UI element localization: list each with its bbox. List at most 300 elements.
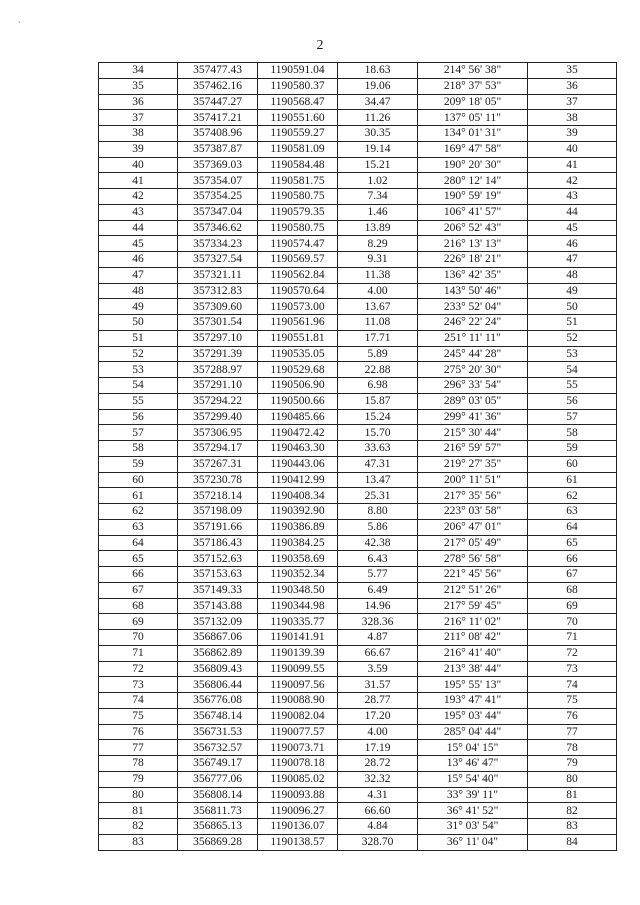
point-from-cell: 68 <box>99 598 178 614</box>
table-row <box>99 724 617 740</box>
table-row <box>99 708 617 724</box>
table-row <box>99 519 617 535</box>
bearing-cell: 216° 11' 02" <box>418 614 528 630</box>
point-to-cell: 52 <box>528 330 617 346</box>
bearing-cell: 216° 41' 40" <box>418 645 528 661</box>
bearing-cell: 251° 11' 11" <box>418 330 528 346</box>
table-row <box>99 819 617 835</box>
distance-cell: 11.08 <box>338 315 418 331</box>
point-to-cell: 75 <box>528 693 617 709</box>
x-coordinate-cell: 356869.28 <box>178 834 258 850</box>
table-row <box>99 110 617 126</box>
x-coordinate-cell: 356862.89 <box>178 645 258 661</box>
distance-cell: 15.21 <box>338 157 418 173</box>
x-coordinate-cell: 357477.43 <box>178 63 258 79</box>
distance-cell: 31.57 <box>338 677 418 693</box>
table-row <box>99 94 617 110</box>
x-coordinate-cell: 357462.16 <box>178 78 258 94</box>
table-row <box>99 63 617 79</box>
distance-cell: 1.02 <box>338 173 418 189</box>
x-coordinate-cell: 357143.88 <box>178 598 258 614</box>
point-from-cell: 65 <box>99 551 178 567</box>
y-coordinate-cell: 1190141.91 <box>258 630 338 646</box>
bearing-cell: 289° 03' 05" <box>418 393 528 409</box>
table-row <box>99 771 617 787</box>
bearing-cell: 278° 56' 58" <box>418 551 528 567</box>
bearing-cell: 36° 41' 52" <box>418 803 528 819</box>
bearing-cell: 218° 37' 53" <box>418 78 528 94</box>
x-coordinate-cell: 357152.63 <box>178 551 258 567</box>
x-coordinate-cell: 356776.08 <box>178 693 258 709</box>
y-coordinate-cell: 1190412.99 <box>258 472 338 488</box>
table-row <box>99 787 617 803</box>
distance-cell: 4.87 <box>338 630 418 646</box>
bearing-cell: 214° 56' 38" <box>418 63 528 79</box>
distance-cell: 28.72 <box>338 756 418 772</box>
y-coordinate-cell: 1190568.47 <box>258 94 338 110</box>
point-to-cell: 46 <box>528 236 617 252</box>
y-coordinate-cell: 1190529.68 <box>258 362 338 378</box>
point-to-cell: 60 <box>528 456 617 472</box>
x-coordinate-cell: 357132.09 <box>178 614 258 630</box>
distance-cell: 34.47 <box>338 94 418 110</box>
table-row <box>99 378 617 394</box>
point-to-cell: 69 <box>528 598 617 614</box>
page-number: 2 <box>316 38 324 53</box>
point-from-cell: 52 <box>99 346 178 362</box>
y-coordinate-cell: 1190093.88 <box>258 787 338 803</box>
point-from-cell: 56 <box>99 409 178 425</box>
bearing-cell: 15° 54' 40" <box>418 771 528 787</box>
y-coordinate-cell: 1190088.90 <box>258 693 338 709</box>
table-row <box>99 157 617 173</box>
y-coordinate-cell: 1190584.48 <box>258 157 338 173</box>
table-row <box>99 330 617 346</box>
table-row <box>99 535 617 551</box>
y-coordinate-cell: 1190562.84 <box>258 267 338 283</box>
table-row <box>99 677 617 693</box>
x-coordinate-cell: 356811.73 <box>178 803 258 819</box>
point-to-cell: 73 <box>528 661 617 677</box>
distance-cell: 7.34 <box>338 189 418 205</box>
point-to-cell: 40 <box>528 141 617 157</box>
table-row <box>99 756 617 772</box>
bearing-cell: 15° 04' 15" <box>418 740 528 756</box>
point-to-cell: 82 <box>528 803 617 819</box>
point-from-cell: 82 <box>99 819 178 835</box>
distance-cell: 42.38 <box>338 535 418 551</box>
bearing-cell: 221° 45' 56" <box>418 567 528 583</box>
y-coordinate-cell: 1190386.89 <box>258 519 338 535</box>
x-coordinate-cell: 357417.21 <box>178 110 258 126</box>
distance-cell: 17.20 <box>338 708 418 724</box>
distance-cell: 66.67 <box>338 645 418 661</box>
bearing-cell: 195° 55' 13" <box>418 677 528 693</box>
distance-cell: 47.31 <box>338 456 418 472</box>
table-row <box>99 488 617 504</box>
distance-cell: 328.36 <box>338 614 418 630</box>
point-from-cell: 49 <box>99 299 178 315</box>
y-coordinate-cell: 1190535.05 <box>258 346 338 362</box>
point-from-cell: 59 <box>99 456 178 472</box>
point-to-cell: 54 <box>528 362 617 378</box>
y-coordinate-cell: 1190581.09 <box>258 141 338 157</box>
y-coordinate-cell: 1190551.81 <box>258 330 338 346</box>
x-coordinate-cell: 357291.10 <box>178 378 258 394</box>
y-coordinate-cell: 1190561.96 <box>258 315 338 331</box>
y-coordinate-cell: 1190574.47 <box>258 236 338 252</box>
bearing-cell: 215° 30' 44" <box>418 425 528 441</box>
distance-cell: 17.71 <box>338 330 418 346</box>
distance-cell: 13.47 <box>338 472 418 488</box>
distance-cell: 1.46 <box>338 204 418 220</box>
point-from-cell: 74 <box>99 693 178 709</box>
point-from-cell: 34 <box>99 63 178 79</box>
table-row <box>99 693 617 709</box>
bearing-cell: 209° 18' 05" <box>418 94 528 110</box>
point-from-cell: 60 <box>99 472 178 488</box>
point-from-cell: 69 <box>99 614 178 630</box>
bearing-cell: 217° 05' 49" <box>418 535 528 551</box>
point-to-cell: 49 <box>528 283 617 299</box>
point-from-cell: 48 <box>99 283 178 299</box>
bearing-cell: 299° 41' 36" <box>418 409 528 425</box>
point-to-cell: 41 <box>528 157 617 173</box>
point-from-cell: 83 <box>99 834 178 850</box>
x-coordinate-cell: 357267.31 <box>178 456 258 472</box>
y-coordinate-cell: 1190335.77 <box>258 614 338 630</box>
point-from-cell: 55 <box>99 393 178 409</box>
distance-cell: 15.70 <box>338 425 418 441</box>
x-coordinate-cell: 357153.63 <box>178 567 258 583</box>
distance-cell: 66.60 <box>338 803 418 819</box>
x-coordinate-cell: 356808.14 <box>178 787 258 803</box>
distance-cell: 15.24 <box>338 409 418 425</box>
point-from-cell: 40 <box>99 157 178 173</box>
bearing-cell: 213° 38' 44" <box>418 661 528 677</box>
y-coordinate-cell: 1190485.66 <box>258 409 338 425</box>
point-from-cell: 54 <box>99 378 178 394</box>
y-coordinate-cell: 1190579.35 <box>258 204 338 220</box>
y-coordinate-cell: 1190073.71 <box>258 740 338 756</box>
point-from-cell: 51 <box>99 330 178 346</box>
bearing-cell: 245° 44' 28" <box>418 346 528 362</box>
point-from-cell: 58 <box>99 441 178 457</box>
y-coordinate-cell: 1190551.60 <box>258 110 338 126</box>
point-to-cell: 66 <box>528 551 617 567</box>
point-from-cell: 35 <box>99 78 178 94</box>
y-coordinate-cell: 1190352.34 <box>258 567 338 583</box>
x-coordinate-cell: 356749.17 <box>178 756 258 772</box>
point-to-cell: 71 <box>528 630 617 646</box>
x-coordinate-cell: 357198.09 <box>178 504 258 520</box>
bearing-cell: 212° 51' 26" <box>418 582 528 598</box>
table-row <box>99 456 617 472</box>
table-row <box>99 740 617 756</box>
distance-cell: 8.29 <box>338 236 418 252</box>
x-coordinate-cell: 357294.22 <box>178 393 258 409</box>
x-coordinate-cell: 356865.13 <box>178 819 258 835</box>
table-row <box>99 614 617 630</box>
table-row <box>99 236 617 252</box>
bearing-cell: 190° 59' 19" <box>418 189 528 205</box>
point-to-cell: 74 <box>528 677 617 693</box>
y-coordinate-cell: 1190573.00 <box>258 299 338 315</box>
distance-cell: 33.63 <box>338 441 418 457</box>
point-to-cell: 64 <box>528 519 617 535</box>
y-coordinate-cell: 1190344.98 <box>258 598 338 614</box>
x-coordinate-cell: 356806.44 <box>178 677 258 693</box>
x-coordinate-cell: 357408.96 <box>178 126 258 142</box>
point-from-cell: 64 <box>99 535 178 551</box>
bearing-cell: 216° 13' 13" <box>418 236 528 252</box>
point-from-cell: 76 <box>99 724 178 740</box>
y-coordinate-cell: 1190506.90 <box>258 378 338 394</box>
point-to-cell: 42 <box>528 173 617 189</box>
table-row <box>99 315 617 331</box>
y-coordinate-cell: 1190139.39 <box>258 645 338 661</box>
x-coordinate-cell: 357306.95 <box>178 425 258 441</box>
point-to-cell: 55 <box>528 378 617 394</box>
table-row <box>99 425 617 441</box>
table-row <box>99 126 617 142</box>
point-from-cell: 72 <box>99 661 178 677</box>
table-row <box>99 141 617 157</box>
point-to-cell: 84 <box>528 834 617 850</box>
point-to-cell: 77 <box>528 724 617 740</box>
bearing-cell: 233° 52' 04" <box>418 299 528 315</box>
point-to-cell: 70 <box>528 614 617 630</box>
point-to-cell: 76 <box>528 708 617 724</box>
distance-cell: 13.89 <box>338 220 418 236</box>
point-to-cell: 39 <box>528 126 617 142</box>
x-coordinate-cell: 357149.33 <box>178 582 258 598</box>
point-from-cell: 53 <box>99 362 178 378</box>
point-to-cell: 37 <box>528 94 617 110</box>
y-coordinate-cell: 1190097.56 <box>258 677 338 693</box>
bearing-cell: 136° 42' 35" <box>418 267 528 283</box>
distance-cell: 11.26 <box>338 110 418 126</box>
x-coordinate-cell: 357321.11 <box>178 267 258 283</box>
distance-cell: 30.35 <box>338 126 418 142</box>
y-coordinate-cell: 1190591.04 <box>258 63 338 79</box>
point-to-cell: 68 <box>528 582 617 598</box>
point-from-cell: 75 <box>99 708 178 724</box>
x-coordinate-cell: 357291.39 <box>178 346 258 362</box>
point-from-cell: 43 <box>99 204 178 220</box>
table-row <box>99 362 617 378</box>
table-row <box>99 567 617 583</box>
point-to-cell: 38 <box>528 110 617 126</box>
y-coordinate-cell: 1190078.18 <box>258 756 338 772</box>
point-from-cell: 66 <box>99 567 178 583</box>
y-coordinate-cell: 1190358.69 <box>258 551 338 567</box>
table-row <box>99 661 617 677</box>
table-row <box>99 803 617 819</box>
point-to-cell: 45 <box>528 220 617 236</box>
point-to-cell: 51 <box>528 315 617 331</box>
bearing-cell: 193° 47' 41" <box>418 693 528 709</box>
distance-cell: 19.14 <box>338 141 418 157</box>
y-coordinate-cell: 1190384.25 <box>258 535 338 551</box>
distance-cell: 25.31 <box>338 488 418 504</box>
point-to-cell: 50 <box>528 299 617 315</box>
distance-cell: 6.49 <box>338 582 418 598</box>
x-coordinate-cell: 357312.83 <box>178 283 258 299</box>
distance-cell: 18.63 <box>338 63 418 79</box>
point-to-cell: 57 <box>528 409 617 425</box>
point-to-cell: 61 <box>528 472 617 488</box>
point-from-cell: 50 <box>99 315 178 331</box>
point-to-cell: 36 <box>528 78 617 94</box>
distance-cell: 6.43 <box>338 551 418 567</box>
bearing-cell: 275° 20' 30" <box>418 362 528 378</box>
point-to-cell: 78 <box>528 740 617 756</box>
point-to-cell: 72 <box>528 645 617 661</box>
point-from-cell: 36 <box>99 94 178 110</box>
bearing-cell: 296° 33' 54" <box>418 378 528 394</box>
bearing-cell: 36° 11' 04" <box>418 834 528 850</box>
scan-mark: ` <box>18 20 21 30</box>
table-row <box>99 393 617 409</box>
point-from-cell: 67 <box>99 582 178 598</box>
table-row <box>99 441 617 457</box>
bearing-cell: 285° 04' 44" <box>418 724 528 740</box>
distance-cell: 22.88 <box>338 362 418 378</box>
x-coordinate-cell: 357288.97 <box>178 362 258 378</box>
bearing-cell: 190° 20' 30" <box>418 157 528 173</box>
x-coordinate-cell: 356809.43 <box>178 661 258 677</box>
point-from-cell: 78 <box>99 756 178 772</box>
point-from-cell: 70 <box>99 630 178 646</box>
distance-cell: 17.19 <box>338 740 418 756</box>
bearing-cell: 280° 12' 14" <box>418 173 528 189</box>
y-coordinate-cell: 1190463.30 <box>258 441 338 457</box>
bearing-cell: 223° 03' 58" <box>418 504 528 520</box>
point-to-cell: 67 <box>528 567 617 583</box>
y-coordinate-cell: 1190580.37 <box>258 78 338 94</box>
distance-cell: 14.96 <box>338 598 418 614</box>
y-coordinate-cell: 1190500.66 <box>258 393 338 409</box>
distance-cell: 4.31 <box>338 787 418 803</box>
table-row <box>99 598 617 614</box>
distance-cell: 9.31 <box>338 252 418 268</box>
y-coordinate-cell: 1190085.02 <box>258 771 338 787</box>
x-coordinate-cell: 357327.54 <box>178 252 258 268</box>
bearing-cell: 31° 03' 54" <box>418 819 528 835</box>
table-row <box>99 299 617 315</box>
point-to-cell: 65 <box>528 535 617 551</box>
bearing-cell: 217° 35' 56" <box>418 488 528 504</box>
x-coordinate-cell: 356732.57 <box>178 740 258 756</box>
x-coordinate-cell: 357230.78 <box>178 472 258 488</box>
point-to-cell: 58 <box>528 425 617 441</box>
table-row <box>99 189 617 205</box>
y-coordinate-cell: 1190472.42 <box>258 425 338 441</box>
table-row <box>99 630 617 646</box>
bearing-cell: 219° 27' 35" <box>418 456 528 472</box>
point-to-cell: 62 <box>528 488 617 504</box>
distance-cell: 4.84 <box>338 819 418 835</box>
y-coordinate-cell: 1190099.55 <box>258 661 338 677</box>
point-to-cell: 81 <box>528 787 617 803</box>
table-row <box>99 472 617 488</box>
y-coordinate-cell: 1190580.75 <box>258 189 338 205</box>
point-to-cell: 43 <box>528 189 617 205</box>
bearing-cell: 195° 03' 44" <box>418 708 528 724</box>
point-to-cell: 56 <box>528 393 617 409</box>
point-from-cell: 80 <box>99 787 178 803</box>
x-coordinate-cell: 357354.25 <box>178 189 258 205</box>
point-from-cell: 46 <box>99 252 178 268</box>
y-coordinate-cell: 1190408.34 <box>258 488 338 504</box>
point-from-cell: 39 <box>99 141 178 157</box>
y-coordinate-cell: 1190136.07 <box>258 819 338 835</box>
distance-cell: 4.00 <box>338 724 418 740</box>
point-to-cell: 35 <box>528 63 617 79</box>
bearing-cell: 33° 39' 11" <box>418 787 528 803</box>
point-to-cell: 80 <box>528 771 617 787</box>
point-from-cell: 57 <box>99 425 178 441</box>
bearing-cell: 200° 11' 51" <box>418 472 528 488</box>
x-coordinate-cell: 357334.23 <box>178 236 258 252</box>
distance-cell: 13.67 <box>338 299 418 315</box>
bearing-cell: 206° 47' 01" <box>418 519 528 535</box>
bearing-cell: 143° 50' 46" <box>418 283 528 299</box>
bearing-cell: 216° 59' 57" <box>418 441 528 457</box>
bearing-cell: 13° 46' 47" <box>418 756 528 772</box>
table-row <box>99 78 617 94</box>
distance-cell: 5.77 <box>338 567 418 583</box>
point-from-cell: 42 <box>99 189 178 205</box>
point-from-cell: 41 <box>99 173 178 189</box>
point-from-cell: 63 <box>99 519 178 535</box>
point-from-cell: 79 <box>99 771 178 787</box>
y-coordinate-cell: 1190096.27 <box>258 803 338 819</box>
y-coordinate-cell: 1190348.50 <box>258 582 338 598</box>
coordinates-table <box>98 62 617 851</box>
table-row <box>99 346 617 362</box>
table-row <box>99 204 617 220</box>
distance-cell: 3.59 <box>338 661 418 677</box>
distance-cell: 19.06 <box>338 78 418 94</box>
y-coordinate-cell: 1190569.57 <box>258 252 338 268</box>
y-coordinate-cell: 1190082.04 <box>258 708 338 724</box>
x-coordinate-cell: 357294.17 <box>178 441 258 457</box>
x-coordinate-cell: 357346.62 <box>178 220 258 236</box>
point-from-cell: 62 <box>99 504 178 520</box>
distance-cell: 5.89 <box>338 346 418 362</box>
y-coordinate-cell: 1190570.64 <box>258 283 338 299</box>
point-from-cell: 77 <box>99 740 178 756</box>
point-from-cell: 73 <box>99 677 178 693</box>
point-from-cell: 47 <box>99 267 178 283</box>
table-row <box>99 582 617 598</box>
distance-cell: 32.32 <box>338 771 418 787</box>
point-from-cell: 38 <box>99 126 178 142</box>
x-coordinate-cell: 357186.43 <box>178 535 258 551</box>
point-from-cell: 44 <box>99 220 178 236</box>
point-from-cell: 61 <box>99 488 178 504</box>
x-coordinate-cell: 357369.03 <box>178 157 258 173</box>
point-to-cell: 79 <box>528 756 617 772</box>
table-row <box>99 551 617 567</box>
y-coordinate-cell: 1190077.57 <box>258 724 338 740</box>
bearing-cell: 246° 22' 24" <box>418 315 528 331</box>
distance-cell: 28.77 <box>338 693 418 709</box>
y-coordinate-cell: 1190392.90 <box>258 504 338 520</box>
point-from-cell: 81 <box>99 803 178 819</box>
